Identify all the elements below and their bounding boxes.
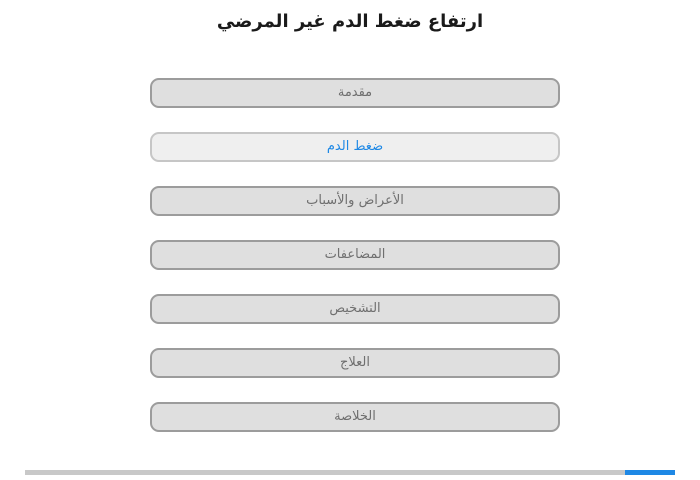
progress-bar-fill bbox=[625, 470, 675, 475]
menu-item-symptoms-causes[interactable]: الأعراض والأسباب bbox=[150, 186, 560, 216]
menu-item-blood-pressure[interactable]: ضغط الدم bbox=[150, 132, 560, 162]
menu-item-complications[interactable]: المضاعفات bbox=[150, 240, 560, 270]
menu-item-summary[interactable]: الخلاصة bbox=[150, 402, 560, 432]
page-title: ارتفاع ضغط الدم غير المرضي bbox=[216, 11, 484, 32]
chapter-menu bbox=[150, 78, 560, 456]
menu-item-diagnosis[interactable]: التشخيص bbox=[150, 294, 560, 324]
menu-item-introduction[interactable]: مقدمة bbox=[150, 78, 560, 108]
menu-item-treatment[interactable]: العلاج bbox=[150, 348, 560, 378]
progress-bar bbox=[25, 470, 675, 475]
